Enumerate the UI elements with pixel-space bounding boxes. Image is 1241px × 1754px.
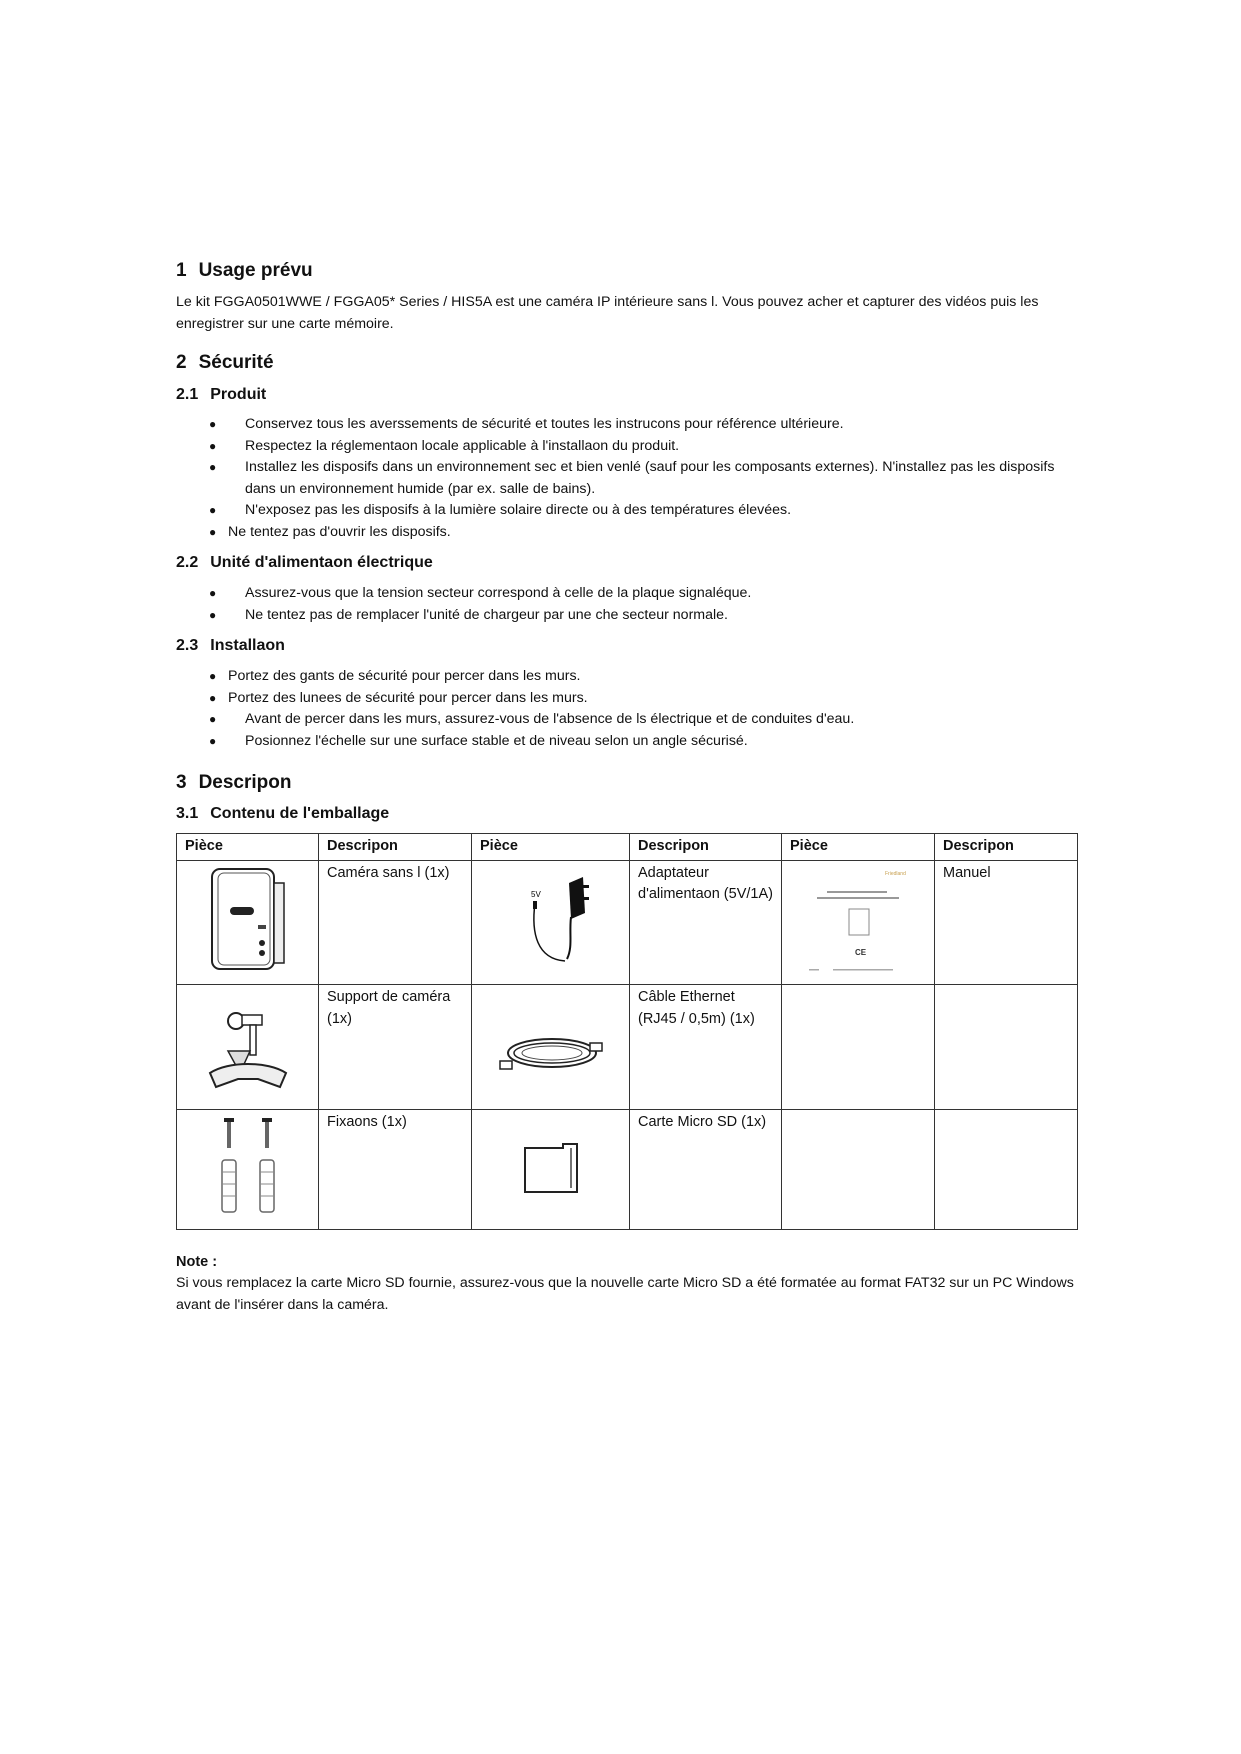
ethernet-cable-image (472, 985, 630, 1110)
subsection-number: 3.1 (176, 805, 199, 822)
table-row (177, 860, 1078, 985)
column-header: Descripon (630, 834, 782, 861)
bullet-icon: ● (209, 524, 217, 539)
subsection-2-2-heading (176, 554, 1076, 572)
document-page (176, 258, 1076, 1316)
section-2-heading (176, 352, 1076, 374)
package-contents-table (176, 833, 1078, 1230)
subsection-2-3-heading (176, 637, 1076, 655)
list-item: ● Portez des gants de sécurité pour percer dans les murs. (176, 666, 1076, 688)
description-sd-card: Carte Micro SD (1x) (630, 1109, 782, 1230)
list-item: ● Avant de percer dans les murs, assurez-vous de l'absence de ls électrique et de conduites d'eau. (176, 709, 1076, 731)
subsection-2-1-heading (176, 386, 1076, 404)
micro-sd-image (472, 1109, 630, 1230)
section-1-heading (176, 260, 1076, 282)
subsection-title: Produit (210, 386, 267, 403)
power-adapter-image (472, 860, 630, 985)
subsection-number: 2.3 (176, 637, 199, 654)
subsection-number: 2.1 (176, 386, 199, 403)
subsection-title: Contenu de l'emballage (210, 805, 390, 822)
subsection-number: 2.2 (176, 554, 199, 571)
empty-cell (782, 985, 935, 1110)
section-title: Usage prévu (198, 260, 313, 281)
list-item: ● Portez des lunees de sécurité pour percer dans les murs. (176, 688, 1076, 710)
table-header-row (177, 834, 1078, 861)
bullet-icon: ● (209, 669, 217, 683)
note-title: Note : (176, 1254, 218, 1270)
section-3-heading (176, 772, 1076, 794)
list-item: ● N'exposez pas les disposifs à la lumière solaire directe ou à des températures élevées. (176, 500, 1076, 522)
manual-brand: Friedland (885, 870, 906, 877)
list-item: ● Ne tentez pas d'ouvrir les disposifs. (176, 522, 1076, 544)
list-item: ● Respectez la réglementaon locale applicable à l'installaon du produit. (176, 436, 1076, 458)
intended-use-text: Le kit FGGA0501WWE / FGGA05* Series / HIS5A est une caméra IP intérieure sans l. Vous pouvez acher et capturer des vidéos puis les enregistrer sur une carte mémoire. (176, 294, 1039, 332)
bullet-icon: ● (209, 503, 217, 517)
camera-stand-image (177, 985, 319, 1110)
table-row (177, 985, 1078, 1110)
list-item: ● Installez les disposifs dans un environnement sec et bien venlé (sauf pour les composants externes). N'installez pas les disposifs dans un environnement humide (par ex. salle de bains). (209, 459, 1055, 497)
bullet-icon: ● (209, 417, 217, 431)
power-supply-list (176, 583, 1076, 626)
description-camera: Caméra sans l (1x) (319, 860, 472, 985)
description-cable: Câble Ethernet (RJ45 / 0,5m) (1x) (630, 985, 782, 1110)
manual-ce: CE (855, 947, 867, 957)
list-item: ● Ne tentez pas de remplacer l'unité de chargeur par une che secteur normale. (176, 605, 1076, 627)
bullet-icon: ● (209, 733, 217, 748)
column-header: Descripon (319, 834, 472, 861)
section-number: 2 (176, 352, 187, 373)
product-safety-list (176, 414, 1076, 543)
section-title: Descripon (198, 772, 292, 793)
section-number: 3 (176, 772, 187, 793)
bullet-icon: ● (209, 586, 217, 600)
note-text: Si vous remplacez la carte Micro SD fournie, assurez-vous que la nouvelle carte Micro SD a été formatée au format FAT32 sur un PC Windows avant de l'insérer dans la caméra. (176, 1275, 1074, 1313)
column-header: Descripon (935, 834, 1078, 861)
installation-list (176, 666, 1076, 752)
table-row (177, 1109, 1078, 1230)
manual-image (782, 860, 935, 985)
empty-cell (935, 985, 1078, 1110)
bullet-icon: ● (209, 460, 217, 474)
subsection-title: Unité d'alimentaon électrique (210, 554, 433, 571)
description-adapter: Adaptateur d'alimentaon (5V/1A) (630, 860, 782, 985)
list-item: ● Posionnez l'échelle sur une surface stable et de niveau selon un angle sécurisé. (176, 731, 1076, 753)
description-stand: Support de caméra (1x) (319, 985, 472, 1110)
bullet-icon: ● (209, 690, 217, 705)
empty-cell (935, 1109, 1078, 1230)
fixings-image (177, 1109, 319, 1230)
column-header: Pièce (472, 834, 630, 861)
adapter-label: 5V (530, 889, 541, 899)
list-item: ● Conservez tous les averssements de sécurité et toutes les instrucons pour référence ultérieure. (176, 414, 1076, 436)
bullet-icon: ● (209, 712, 217, 726)
list-item: ● Assurez-vous que la tension secteur correspond à celle de la plaque signaléque. (176, 583, 1076, 605)
bullet-icon: ● (209, 607, 217, 622)
column-header: Pièce (177, 834, 319, 861)
bullet-icon: ● (209, 438, 217, 453)
subsection-3-1-heading (176, 805, 1076, 823)
empty-cell (782, 1109, 935, 1230)
description-fixings: Fixaons (1x) (319, 1109, 472, 1230)
camera-image (177, 860, 319, 985)
subsection-title: Installaon (210, 637, 285, 654)
section-title: Sécurité (198, 352, 274, 373)
description-manual: Manuel (935, 860, 1078, 985)
section-number: 1 (176, 260, 187, 281)
column-header: Pièce (782, 834, 935, 861)
